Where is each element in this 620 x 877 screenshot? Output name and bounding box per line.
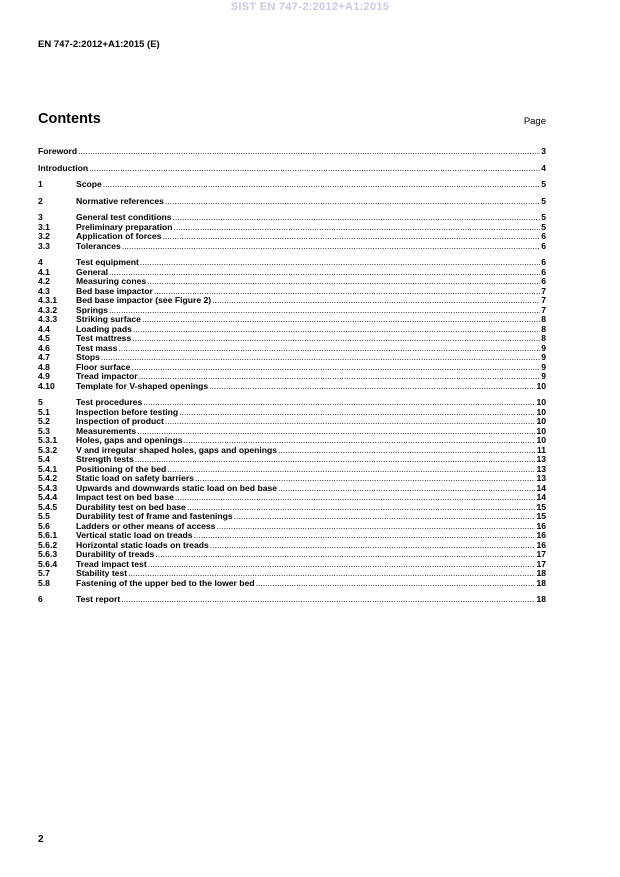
toc-entry-page: 13: [536, 474, 546, 483]
toc-entry[interactable]: [38, 164, 546, 174]
toc-entry-page: 6: [541, 267, 546, 277]
toc-entry[interactable]: [38, 579, 546, 589]
toc-entry[interactable]: [38, 363, 546, 373]
toc-entry-page: 9: [541, 372, 546, 381]
toc-dot-leader: [165, 197, 540, 207]
toc-dot-leader: [173, 213, 541, 223]
toc-entry-page: 16: [536, 540, 546, 550]
toc-entry-number: 5.4: [38, 455, 50, 464]
toc-entry[interactable]: [38, 446, 546, 456]
toc-entry-title: Vertical static load on treads: [76, 531, 193, 540]
toc-entry-number: 3.3: [38, 241, 50, 251]
toc-entry-page: 7: [541, 286, 546, 296]
toc-entry[interactable]: [38, 242, 546, 252]
toc-entry-title: Upwards and downwards static load on bed base: [76, 483, 278, 493]
toc-entry[interactable]: [38, 417, 546, 427]
toc-entry-number: 3.1: [38, 222, 50, 232]
toc-entry[interactable]: [38, 512, 546, 522]
toc-entry[interactable]: [38, 287, 546, 297]
toc-entry[interactable]: [38, 398, 546, 408]
contents-title: Contents: [38, 111, 101, 127]
toc-entry-page: 5: [541, 213, 546, 222]
toc-dot-leader: [147, 277, 540, 287]
toc-entry-number: 4.2: [38, 277, 50, 286]
toc-entry-title: Test equipment: [76, 258, 139, 267]
toc-dot-leader: [195, 474, 535, 484]
toc-entry-number: 5.6.1: [38, 531, 58, 540]
toc-entry[interactable]: [38, 223, 546, 233]
toc-dot-leader: [278, 484, 535, 494]
toc-entry-page: 10: [536, 417, 546, 426]
toc-entry-title: Strength tests: [76, 455, 134, 464]
toc-entry-page: 9: [541, 343, 546, 353]
toc-entry-title: Bed base impactor (see Figure 2): [76, 296, 212, 305]
toc-entry-title: Impact test on bed base: [76, 493, 174, 502]
toc-entry-title: Tolerances: [76, 241, 121, 251]
toc-entry-title: Tread impactor: [76, 372, 138, 381]
toc-entry-title: Positioning of the bed: [76, 464, 167, 474]
toc-entry-number: 2: [38, 196, 43, 206]
toc-entry-page: 17: [536, 550, 546, 559]
toc-dot-leader: [128, 569, 535, 579]
toc-dot-leader: [210, 541, 536, 551]
toc-entry-number: 5.6.4: [38, 559, 58, 569]
document-id: EN 747-2:2012+A1:2015 (E): [38, 39, 160, 50]
toc-entry[interactable]: [38, 344, 546, 354]
toc-entry[interactable]: [38, 474, 546, 484]
toc-entry[interactable]: [38, 569, 546, 579]
toc-dot-leader: [194, 531, 536, 541]
toc-dot-leader: [165, 417, 536, 427]
toc-entry-page: 14: [536, 493, 546, 502]
toc-entry-page: 15: [536, 502, 546, 512]
toc-dot-leader: [173, 223, 540, 233]
toc-entry-number: 4.4: [38, 324, 50, 334]
toc-entry-number: 4.5: [38, 334, 50, 343]
toc-entry[interactable]: [38, 503, 546, 513]
toc-entry-number: 4.3: [38, 286, 50, 296]
toc-entry-number: 3: [38, 213, 43, 222]
toc-dot-leader: [135, 455, 536, 465]
toc-entry-page: 4: [541, 163, 546, 173]
toc-entry-page: 6: [541, 232, 546, 241]
toc-dot-leader: [109, 268, 540, 278]
toc-dot-leader: [187, 503, 536, 513]
toc-entry[interactable]: [38, 550, 546, 560]
toc-entry-title: Test mattress: [76, 334, 132, 343]
toc-entry-title: Inspection of product: [76, 417, 164, 426]
page-number: 2: [38, 834, 44, 845]
toc-entry[interactable]: [38, 334, 546, 344]
toc-entry[interactable]: [38, 197, 546, 207]
toc-entry-title: Bed base impactor: [76, 286, 153, 296]
toc-dot-leader: [155, 550, 535, 560]
toc-entry-page: 8: [541, 324, 546, 334]
toc-entry[interactable]: [38, 493, 546, 503]
toc-entry[interactable]: [38, 268, 546, 278]
toc-entry-number: 4.7: [38, 353, 50, 362]
toc-entry-page: 5: [541, 180, 546, 189]
toc-dot-leader: [109, 306, 540, 316]
toc-entry-page: 18: [536, 595, 546, 604]
toc-dot-leader: [167, 465, 535, 475]
toc-entry-page: 10: [536, 381, 546, 391]
toc-entry-title: V and irregular shaped holes, gaps and openings: [76, 445, 278, 455]
toc-dot-leader: [278, 446, 536, 456]
toc-entry-number: 3.2: [38, 232, 50, 241]
toc-entry-number: 5.4.1: [38, 464, 58, 474]
toc-entry-title: Inspection before testing: [76, 407, 179, 417]
toc-dot-leader: [216, 522, 535, 532]
toc-dot-leader: [179, 408, 535, 418]
toc-entry-page: 14: [536, 483, 546, 493]
toc-entry-page: 10: [536, 407, 546, 417]
toc-entry-page: 8: [541, 315, 546, 324]
toc-dot-leader: [89, 164, 540, 174]
toc-entry-number: 5.3: [38, 426, 50, 436]
toc-dot-leader: [133, 325, 540, 335]
toc-entry-number: 1: [38, 180, 43, 189]
toc-entry[interactable]: [38, 522, 546, 532]
toc-entry-number: 4.3.2: [38, 305, 58, 315]
toc-entry[interactable]: [38, 408, 546, 418]
toc-entry-title: Tread impact test: [76, 559, 147, 569]
toc-entry[interactable]: [38, 258, 546, 268]
toc-entry-page: 7: [541, 296, 546, 305]
table-of-contents: [38, 147, 546, 605]
toc-dot-leader: [140, 258, 540, 268]
toc-entry[interactable]: [38, 484, 546, 494]
toc-entry-title: General test conditions: [76, 213, 172, 222]
toc-dot-leader: [234, 512, 536, 522]
toc-entry-page: 16: [536, 521, 546, 531]
toc-entry-page: 6: [541, 241, 546, 251]
toc-entry-title: Foreword: [38, 147, 78, 156]
toc-entry[interactable]: [38, 531, 546, 541]
toc-entry-title: Durability test on bed base: [76, 502, 186, 512]
toc-entry[interactable]: [38, 306, 546, 316]
toc-entry-number: 5.1: [38, 407, 50, 417]
toc-entry-number: 5.3.1: [38, 436, 58, 445]
toc-dot-leader: [103, 180, 540, 190]
toc-entry[interactable]: [38, 382, 546, 392]
toc-entry[interactable]: [38, 455, 546, 465]
toc-entry-number: 5.7: [38, 569, 50, 578]
toc-dot-leader: [209, 382, 535, 392]
toc-entry-title: Application of forces: [76, 232, 162, 241]
toc-entry[interactable]: [38, 595, 546, 605]
toc-entry-title: Introduction: [38, 163, 89, 173]
toc-entry-title: Template for V-shaped openings: [76, 381, 209, 391]
toc-entry-title: Measurements: [76, 426, 137, 436]
toc-entry-page: 9: [541, 362, 546, 372]
toc-entry-page: 3: [541, 147, 546, 156]
toc-dot-leader: [132, 334, 540, 344]
toc-entry-title: Measuring cones: [76, 277, 147, 286]
toc-entry-page: 8: [541, 334, 546, 343]
toc-dot-leader: [143, 398, 535, 408]
page-column-label: Page: [523, 116, 546, 127]
toc-entry[interactable]: [38, 541, 546, 551]
toc-entry-page: 13: [536, 455, 546, 464]
toc-entry-title: Ladders or other means of access: [76, 521, 216, 531]
toc-dot-leader: [142, 315, 540, 325]
toc-entry-title: Test mass: [76, 343, 118, 353]
toc-entry[interactable]: [38, 232, 546, 242]
toc-entry-number: 5.6: [38, 521, 50, 531]
toc-entry-number: 5.6.2: [38, 540, 58, 550]
toc-entry-page: 10: [536, 426, 546, 436]
toc-entry[interactable]: [38, 353, 546, 363]
toc-entry-title: Springs: [76, 305, 108, 315]
toc-entry-number: 5.2: [38, 417, 50, 426]
toc-entry-title: Stability test: [76, 569, 128, 578]
toc-entry-page: 5: [541, 196, 546, 206]
toc-entry[interactable]: [38, 180, 546, 190]
toc-entry-page: 18: [536, 569, 546, 578]
toc-dot-leader: [78, 147, 540, 157]
toc-entry-number: 5.4.4: [38, 493, 58, 502]
toc-dot-leader: [154, 287, 540, 297]
toc-entry-title: General: [76, 267, 109, 277]
toc-entry-number: 5.8: [38, 578, 50, 588]
toc-dot-leader: [131, 363, 540, 373]
toc-entry[interactable]: [38, 560, 546, 570]
toc-entry[interactable]: [38, 213, 546, 223]
toc-entry-number: 6: [38, 595, 43, 604]
toc-entry-title: Stops: [76, 353, 100, 362]
toc-entry-title: Holes, gaps and openings: [76, 436, 183, 445]
toc-entry-page: 16: [536, 531, 546, 540]
toc-entry-number: 5.5: [38, 512, 50, 521]
toc-entry-title: Fastening of the upper bed to the lower bed: [76, 578, 255, 588]
toc-entry[interactable]: [38, 436, 546, 446]
toc-entry-page: 18: [536, 578, 546, 588]
toc-dot-leader: [139, 372, 541, 382]
toc-entry-title: Horizontal static loads on treads: [76, 540, 209, 550]
toc-dot-leader: [137, 427, 535, 437]
toc-entry-title: Floor surface: [76, 362, 131, 372]
toc-dot-leader: [162, 232, 540, 242]
toc-entry-title: Static load on safety barriers: [76, 474, 194, 483]
toc-dot-leader: [183, 436, 535, 446]
toc-entry-title: Test procedures: [76, 398, 143, 407]
toc-dot-leader: [212, 296, 540, 306]
toc-entry-number: 5: [38, 398, 43, 407]
toc-entry-number: 5.4.5: [38, 502, 58, 512]
toc-entry-title: Test report: [76, 595, 121, 604]
toc-entry-page: 15: [536, 512, 546, 521]
toc-dot-leader: [118, 344, 540, 354]
toc-entry-page: 17: [536, 559, 546, 569]
toc-entry[interactable]: [38, 465, 546, 475]
toc-entry-number: 5.4.3: [38, 483, 58, 493]
toc-entry-number: 4.1: [38, 267, 50, 277]
toc-entry-page: 7: [541, 305, 546, 315]
toc-entry[interactable]: [38, 325, 546, 335]
toc-entry-title: Striking surface: [76, 315, 141, 324]
toc-entry-number: 4.3.1: [38, 296, 58, 305]
toc-entry-number: 5.4.2: [38, 474, 58, 483]
toc-entry-number: 4.10: [38, 381, 55, 391]
toc-entry-title: Scope: [76, 180, 102, 189]
toc-entry[interactable]: [38, 147, 546, 157]
watermark: SIST EN 747-2:2012+A1:2015: [230, 1, 390, 13]
toc-entry-title: Durability test of frame and fastenings: [76, 512, 233, 521]
toc-entry-page: 9: [541, 353, 546, 362]
toc-dot-leader: [148, 560, 536, 570]
toc-entry-number: 4.9: [38, 372, 50, 381]
toc-entry[interactable]: [38, 296, 546, 306]
toc-dot-leader: [122, 242, 540, 252]
toc-entry-page: 6: [541, 277, 546, 286]
toc-dot-leader: [175, 493, 536, 503]
toc-entry[interactable]: [38, 277, 546, 287]
toc-entry-page: 10: [536, 398, 546, 407]
toc-entry-number: 5.6.3: [38, 550, 58, 559]
toc-entry[interactable]: [38, 315, 546, 325]
toc-entry-title: Preliminary preparation: [76, 222, 173, 232]
toc-entry-page: 6: [541, 258, 546, 267]
toc-entry-page: 11: [536, 445, 546, 455]
toc-entry-number: 4: [38, 258, 43, 267]
toc-entry-title: Normative references: [76, 196, 164, 206]
toc-dot-leader: [256, 579, 536, 589]
toc-entry-page: 13: [536, 464, 546, 474]
toc-entry-number: 4.3.3: [38, 315, 58, 324]
toc-entry-title: Loading pads: [76, 324, 132, 334]
toc-entry-number: 5.3.2: [38, 445, 58, 455]
toc-dot-leader: [121, 595, 535, 605]
toc-entry-number: 4.6: [38, 343, 50, 353]
toc-entry[interactable]: [38, 372, 546, 382]
toc-entry[interactable]: [38, 427, 546, 437]
toc-entry-number: 4.8: [38, 362, 50, 372]
toc-dot-leader: [101, 353, 540, 363]
toc-entry-page: 5: [541, 222, 546, 232]
toc-entry-page: 10: [536, 436, 546, 445]
toc-entry-title: Durability of treads: [76, 550, 155, 559]
